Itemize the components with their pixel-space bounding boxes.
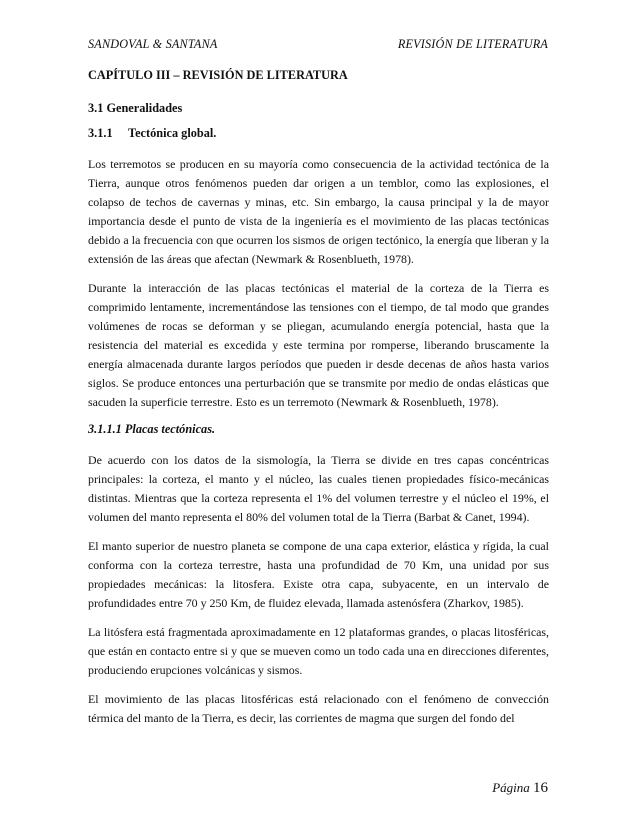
page-footer [492, 780, 548, 797]
subsubsection-heading: 3.1.1.1 Placas tectónicas. [88, 422, 216, 436]
paragraph: Durante la interacción de las placas tectónicas el material de la corteza de la Tierra es comprimido lentamente, incrementándose las tensiones con el tiempo, de tal modo que grandes volúmenes de rocas se deforman y se pliegan, acumulando energía potencial, hasta que la resistencia del material es excedida y este termina por romperse, liberando bruscamente la energía almacenada durante largos períodos que pueden ir desde decenas de años hasta varios siglos. Se produce entonces una perturbación que se transmite por medio de ondas elásticas que sacuden la superficie terrestre. Esto es un terremoto (Newmark & Rosenblueth, 1978). [88, 281, 549, 409]
paragraph: El manto superior de nuestro planeta se compone de una capa exterior, elástica y rígida, la cual conforma con la corteza terrestre, hasta una profundidad de 70 Km, una unidad por sus propiedades mecánicas: la litosfera. Existe otra capa, subyacente, en un intervalo de profundidades entre 70 y 250 Km, de fluidez elevada, llamada astenósfera (Zharkov, 1985). [88, 539, 549, 610]
chapter-title: CAPÍTULO III – REVISIÓN DE LITERATURA [88, 68, 348, 82]
page-label: Página [492, 780, 530, 795]
subsection-heading [88, 126, 549, 141]
section-heading: 3.1 Generalidades [88, 101, 183, 115]
paragraph: El movimiento de las placas litosféricas está relacionado con el fenómeno de convección térmica del manto de la Tierra, es decir, las corrientes de magma que surgen del fondo del [88, 692, 549, 725]
page-body [88, 68, 549, 738]
paragraph: La litósfera está fragmentada aproximadamente en 12 plataformas grandes, o placas litosféricas, que están en contacto entre si y que se mueven como un todo cada una en direcciones diferentes, produciendo erupciones volcánicas y sismos. [88, 625, 549, 677]
paragraph: De acuerdo con los datos de la sismología, la Tierra se divide en tres capas concéntricas principales: la corteza, el manto y el núcleo, las cuales tienen propiedades físico-mecánicas distintas. Mientras que la corteza representa el 1% del volumen terrestre y el núcleo el 19%, el volumen del manto representa el 80% del volumen total de la Tierra (Barbat & Canet, 1994). [88, 453, 549, 524]
subsection-number: 3.1.1 [88, 126, 113, 140]
page-number: 16 [533, 780, 548, 796]
running-header-chapter: REVISIÓN DE LITERATURA [397, 37, 548, 51]
paragraph: Los terremotos se producen en su mayoría como consecuencia de la actividad tectónica de la Tierra, aunque otros fenómenos pueden dar origen a un temblor, como las explosiones, el colapso de techos de cavernas y minas, etc. Sin embargo, la causa principal y la de mayor importancia desde el punto de vista de la ingeniería es el movimiento de las placas tectónicas debido a la frecuencia con que ocurren los sismos de origen tectónico, la energía que liberan y la extensión de las áreas que afectan (Newmark & Rosenblueth, 1978). [88, 157, 549, 266]
subsection-title: Tectónica global. [128, 126, 217, 140]
running-header-authors: SANDOVAL & SANTANA [88, 37, 218, 51]
